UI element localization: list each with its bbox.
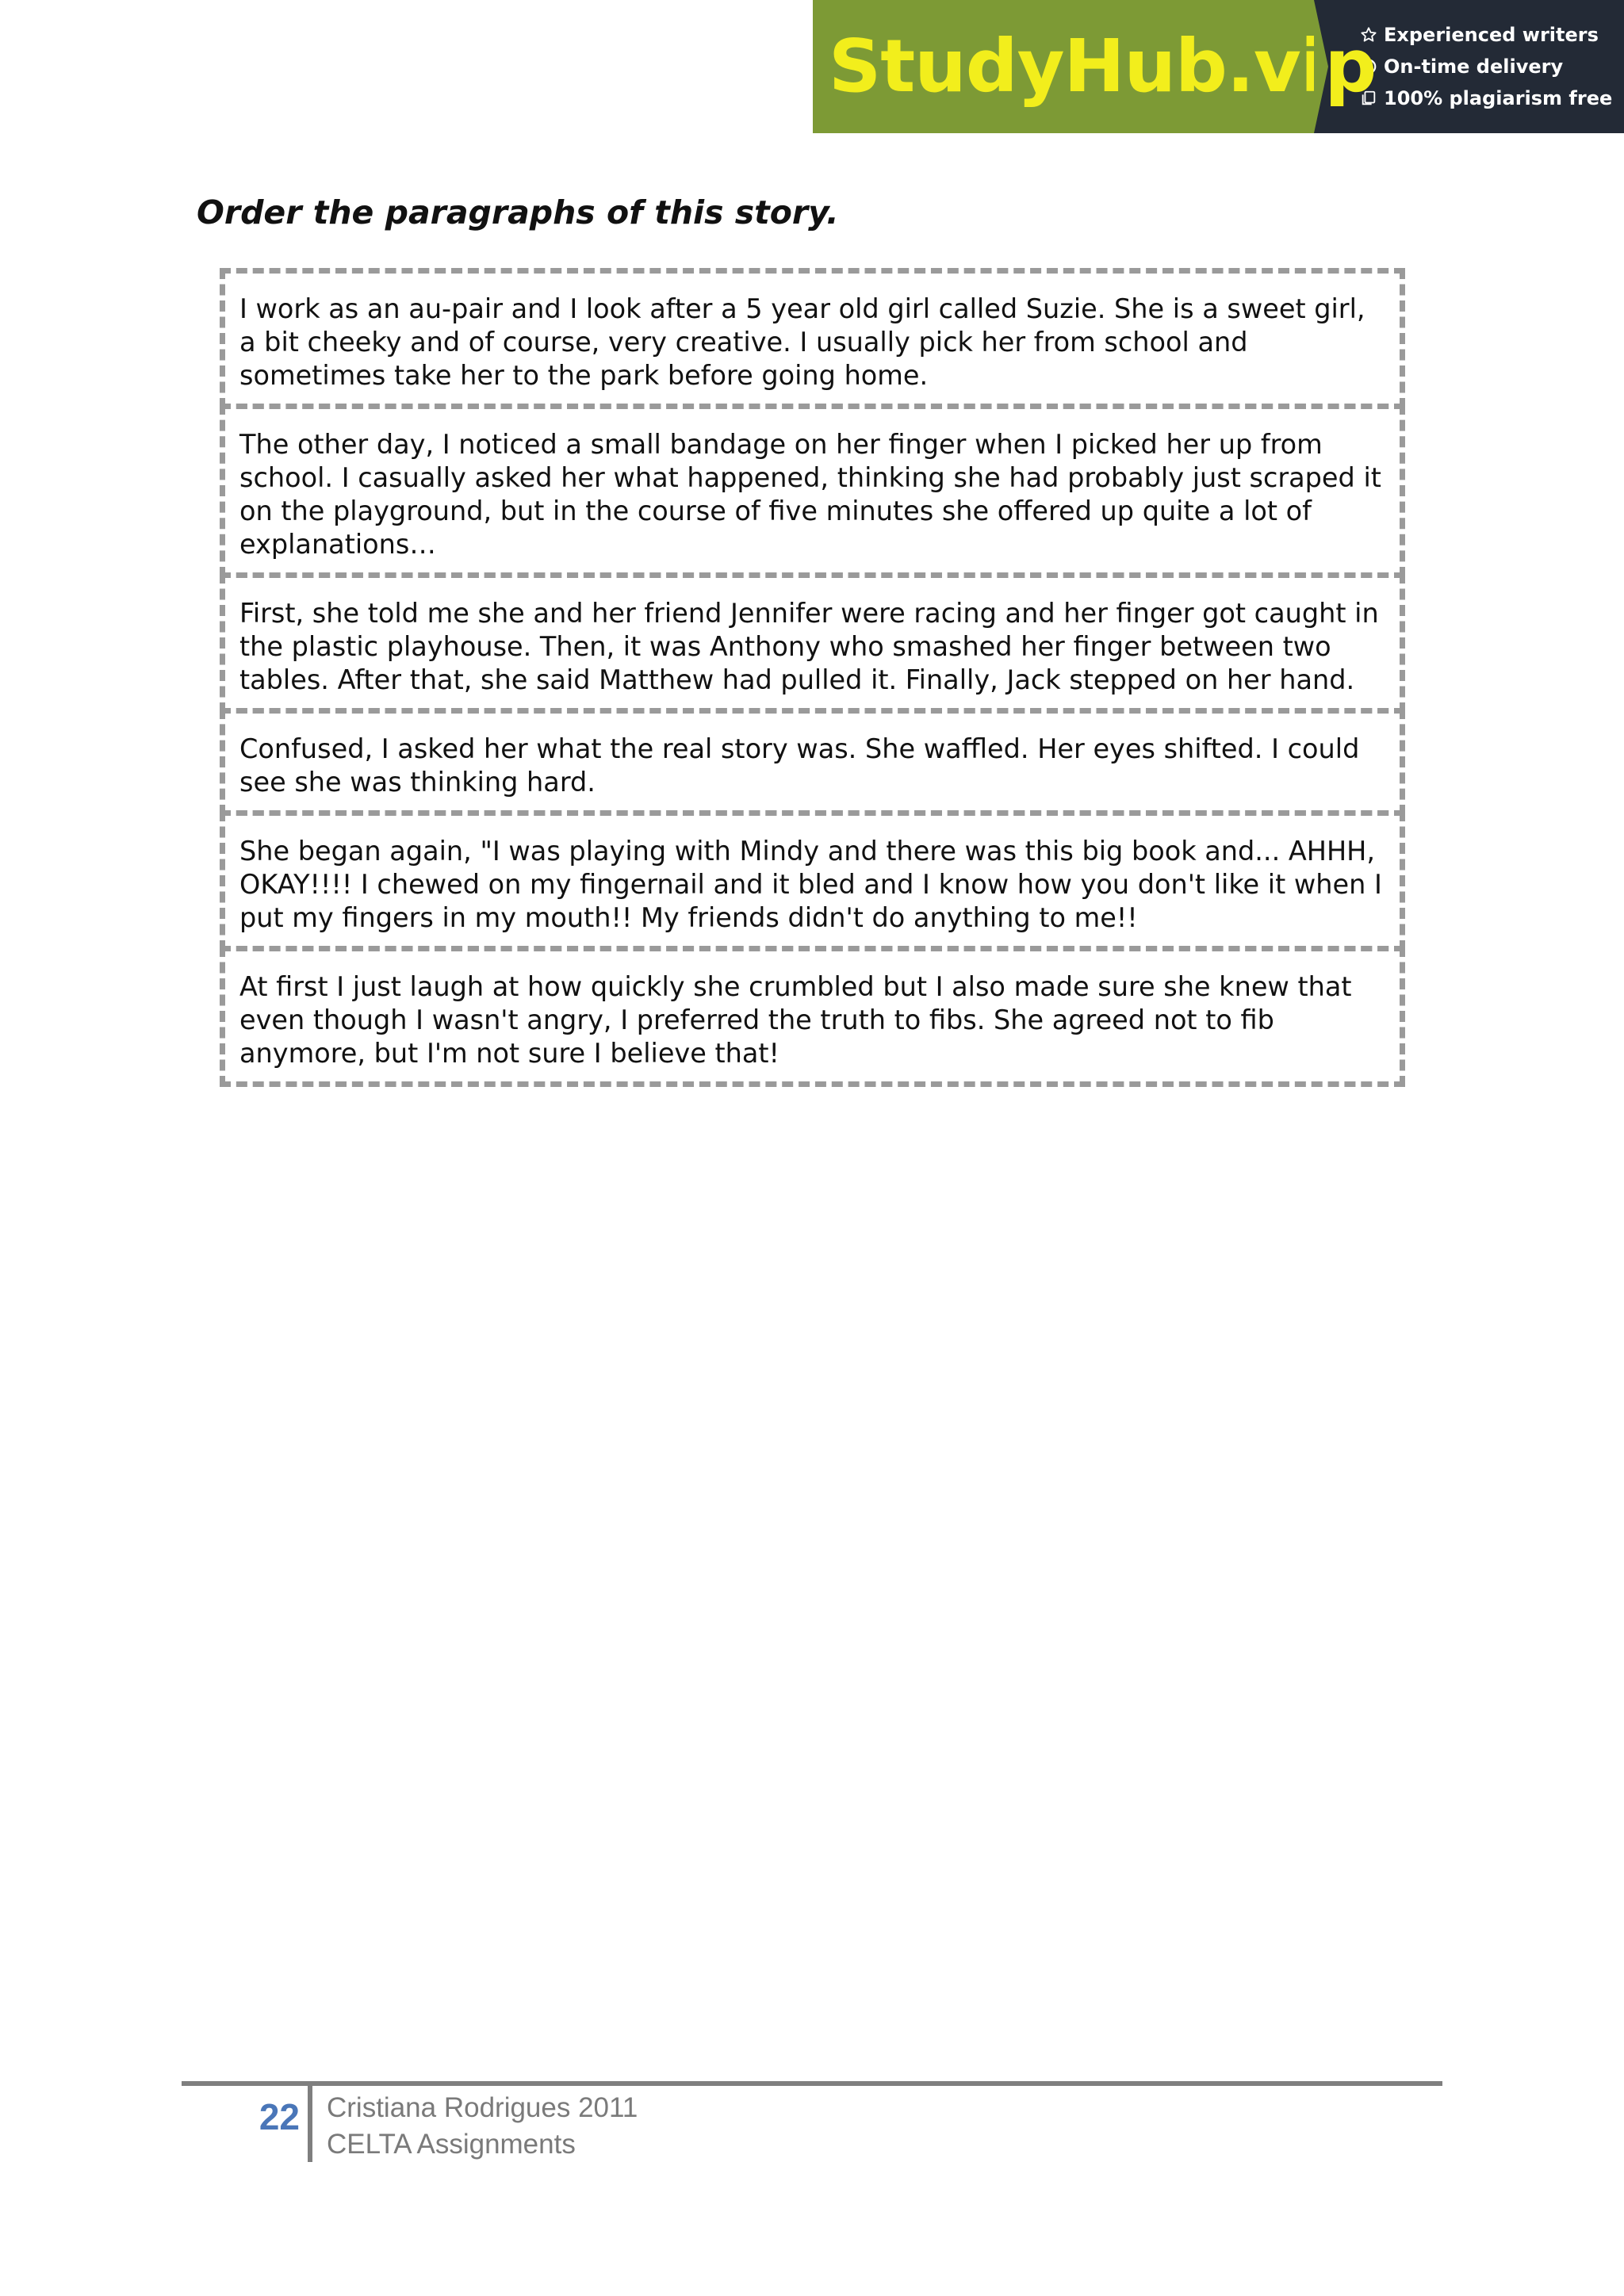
studyhub-banner[interactable]: [813, 0, 1624, 133]
feature-plagiarism-free: [1360, 86, 1624, 110]
page-number: 22: [259, 2096, 300, 2137]
story-paragraph-5: She began again, "I was playing with Mindy and there was this big book and... AHHH, OKAY!!!! I chewed on my fingernail and it bled and I know how you don't like it when I put my fingers in my mouth!! My friends didn't do anything to me!!: [220, 810, 1405, 951]
story-paragraph-3: First, she told me she and her friend Jennifer were racing and her finger got caught in the plastic playhouse. Then, it was Anthony who smashed her finger between two tables. After that, she said Matthew had pulled it. Finally, Jack stepped on her hand.: [220, 572, 1405, 714]
story-paragraph-list: [220, 268, 1405, 1081]
footer-rule: [182, 2081, 1442, 2086]
footer-subtitle: CELTA Assignments: [327, 2129, 576, 2160]
story-paragraph-6: At first I just laugh at how quickly she crumbled but I also made sure she knew that even though I wasn't angry, I preferred the truth to fibs. She agreed not to fib anymore, but I'm not sure I believe that!: [220, 946, 1405, 1087]
brand-panel: [813, 0, 1377, 133]
feature-experienced-writers: [1360, 23, 1624, 47]
feature-label: On-time delivery: [1384, 55, 1564, 78]
feature-label: Experienced writers: [1384, 24, 1599, 46]
feature-on-time-delivery: [1360, 55, 1624, 78]
brand-logo-text: StudyHub.vip: [829, 24, 1377, 109]
footer-author: Cristiana Rodrigues 2011: [327, 2092, 638, 2123]
story-paragraph-4: Confused, I asked her what the real story was. She waffled. Her eyes shifted. I could see she was thinking hard.: [220, 708, 1405, 816]
page-title: Order the paragraphs of this story.: [197, 193, 839, 232]
footer-text: [327, 2090, 638, 2163]
footer-divider: [308, 2086, 312, 2162]
story-paragraph-1: I work as an au-pair and I look after a 5 year old girl called Suzie. She is a sweet girl, a bit cheeky and of course, very creative. I usually pick her from school and sometimes take her to the park before going home.: [220, 268, 1405, 409]
story-paragraph-2: The other day, I noticed a small bandage on her finger when I picked her up from school. I casually asked her what happened, thinking she had probably just scraped it on the playground, but in the course of five minutes she offered up quite a lot of explanations…: [220, 404, 1405, 578]
feature-label: 100% plagiarism free: [1384, 87, 1613, 109]
